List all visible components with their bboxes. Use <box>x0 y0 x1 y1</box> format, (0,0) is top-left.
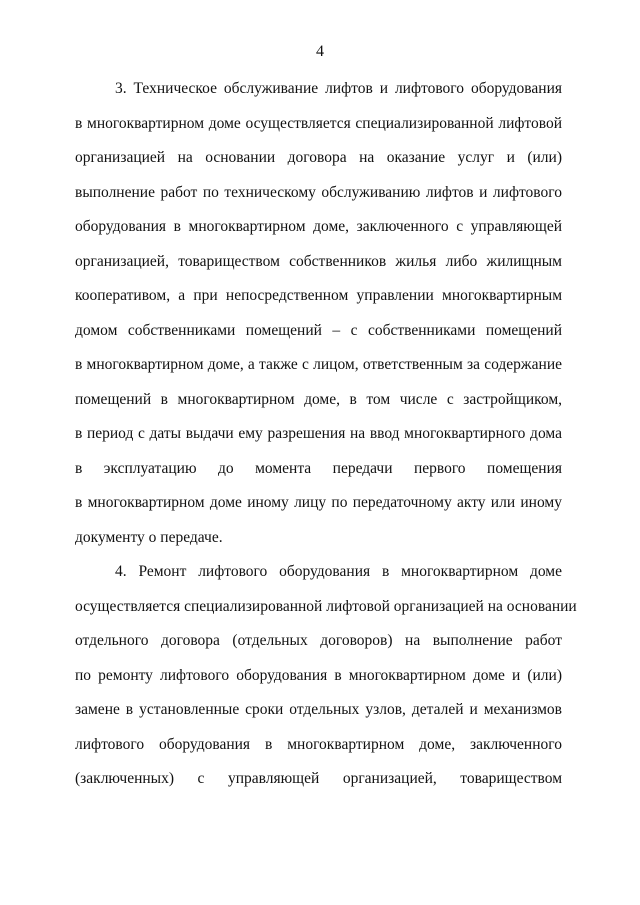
text-line: помещений в многоквартирном доме, в том числе с застройщиком, <box>75 390 562 408</box>
text-line: в период с даты выдачи ему разрешения на ввод многоквартирного дома <box>75 425 562 442</box>
document-body <box>75 72 577 797</box>
paragraph-3 <box>75 72 562 555</box>
text-line: осуществляется специализированной лифтовой организацией на основании <box>75 597 577 615</box>
text-line: домом собственниками помещений – с собственниками помещений <box>75 321 562 339</box>
text-line: в многоквартирном доме иному лицу по передаточному акту или иному <box>75 494 562 511</box>
text-line: выполнение работ по техническому обслуживанию лифтов и лифтового <box>75 183 562 201</box>
text-line: организацией на основании договора на оказание услуг и (или) <box>75 149 562 166</box>
text-line: по ремонту лифтового оборудования в многоквартирном доме и (или) <box>75 666 562 684</box>
text-line: 3. Техническое обслуживание лифтов и лифтового оборудования <box>115 80 562 97</box>
text-line: организацией, товариществом собственников жилья либо жилищным <box>75 252 562 270</box>
text-line: оборудования в многоквартирном доме, заключенного с управляющей <box>75 218 562 235</box>
text-line: кооперативом, а при непосредственном управлении многоквартирным <box>75 287 562 304</box>
text-line: 4. Ремонт лифтового оборудования в многоквартирном доме <box>115 563 562 580</box>
text-line: отдельного договора (отдельных договоров) на выполнение работ <box>75 632 562 649</box>
text-line: (заключенных) с управляющей организацией, товариществом <box>75 770 562 787</box>
text-line: в эксплуатацию до момента передачи первого помещения <box>75 459 562 477</box>
text-line: в многоквартирном доме осуществляется специализированной лифтовой <box>75 114 562 132</box>
paragraph-4 <box>75 555 577 797</box>
page-number: 4 <box>316 43 324 60</box>
text-line: документу о передаче. <box>75 528 223 546</box>
text-line: замене в установленные сроки отдельных узлов, деталей и механизмов <box>75 701 562 718</box>
text-line: лифтового оборудования в многоквартирном доме, заключенного <box>75 735 562 753</box>
text-line: в многоквартирном доме, а также с лицом, ответственным за содержание <box>75 356 562 373</box>
